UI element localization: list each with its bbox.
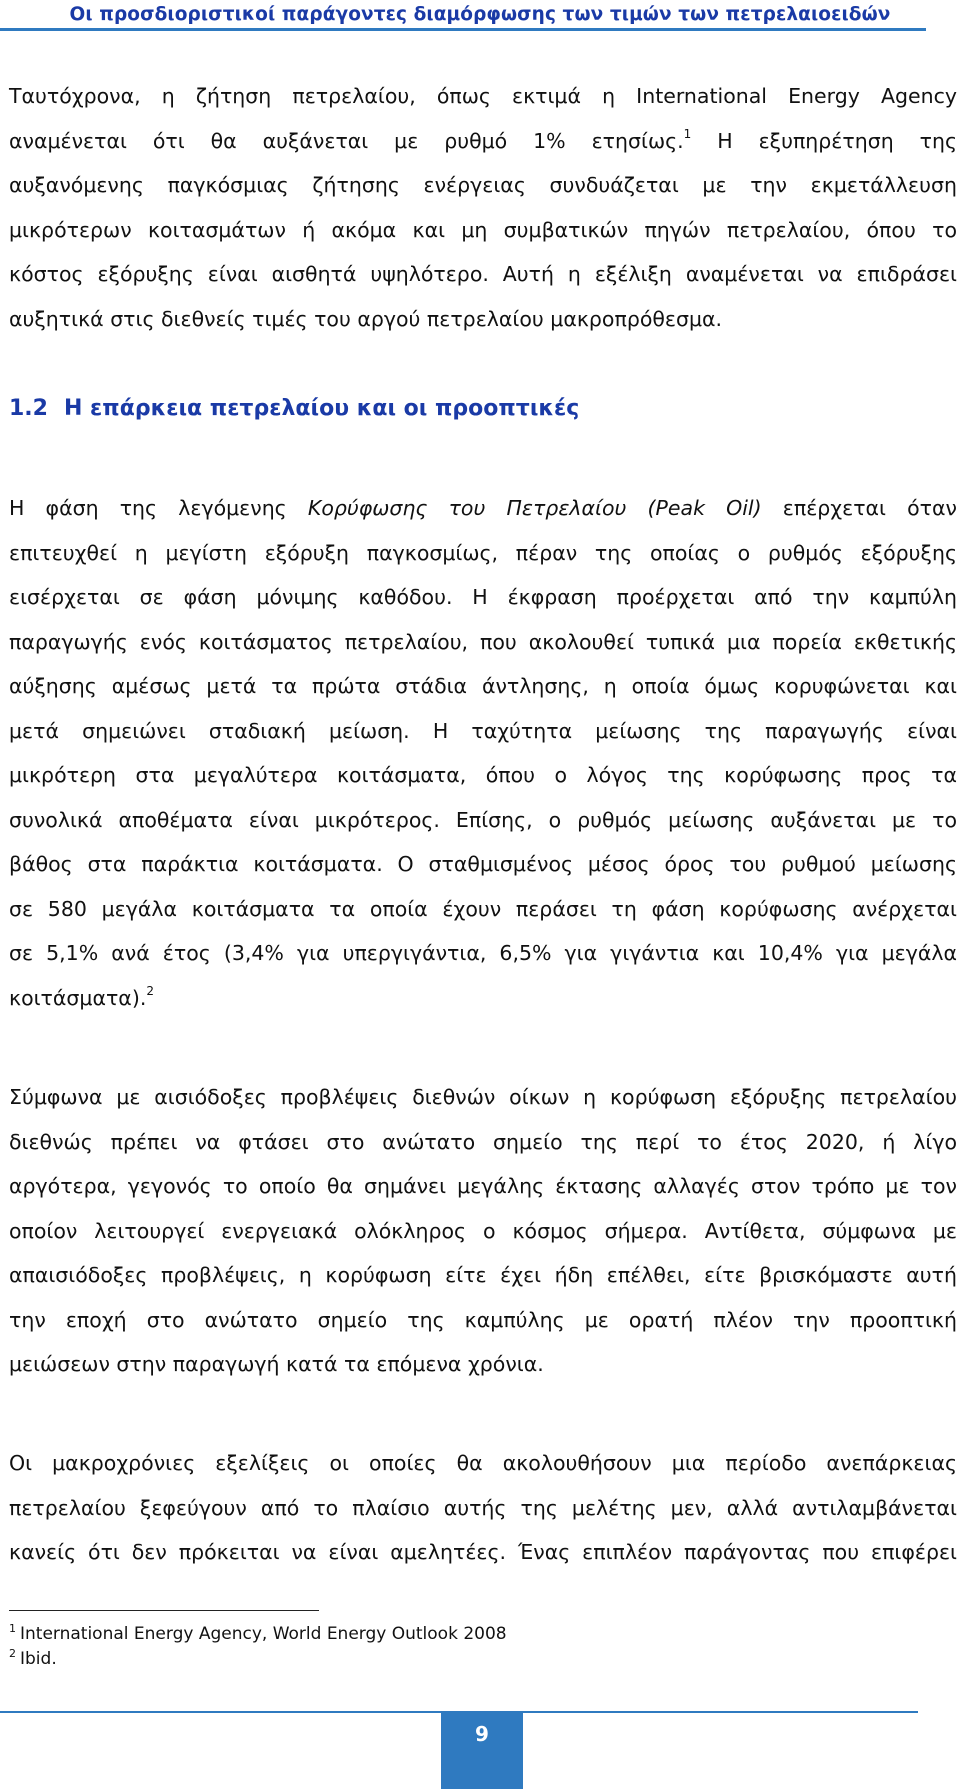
text-line: σε 5,1% ανά έτος (3,4% για υπεργιγάντια, 6,5% για γιγάντια και 10,4% για μεγάλα [9,941,957,965]
text-line: συνολικά αποθέματα είναι μικρότερος. Επίσης, ο ρυθμός μείωσης αυξάνεται με το [9,807,957,832]
text-line: μικρότερων κοιτασμάτων ή ακόμα και μη συμβατικών πηγών πετρελαίου, όπου το [9,217,957,242]
header-title: Οι προσδιοριστικοί παράγοντες διαμόρφωσης των τιμών των πετρελαιοειδών [69,4,891,25]
text-line: μειώσεων στην παραγωγή κατά τα επόμενα χρόνια. [9,1352,544,1376]
footnote-2 [9,1648,57,1672]
text-line: αυξητικά στις διεθνείς τιμές του αργού πετρελαίου μακροπρόθεσμα. [9,306,723,331]
text-segment: Η εξυπηρέτηση της [717,128,957,153]
text-line: επιτευχθεί η μεγίστη εξόρυξη παγκοσμίως, πέραν της οποίας ο ρυθμός εξόρυξης [9,540,957,565]
text-line: μικρότερη στα μεγαλύτερα κοιτάσματα, όπου ο λόγος της κορύφωσης προς τα [9,763,957,787]
page-number: 9 [475,1722,489,1746]
text-line: εισέρχεται σε φάση μόνιμης καθόδου. Η έκφραση προέρχεται από την καμπύλη [9,585,957,609]
paragraph-3 [9,1075,957,1387]
footnote-separator [9,1610,319,1611]
section-title: Η επάρκεια πετρελαίου και οι προοπτικές [63,396,580,421]
text-segment: Η φάση της λεγόμενης [9,496,287,520]
paragraph-2 [9,486,957,1020]
text-line: παραγωγής ενός κοιτάσματος πετρελαίου, που ακολουθεί τυπικά μια πορεία εκθετικής [9,629,957,654]
text-line: Ταυτόχρονα, η ζήτηση πετρελαίου, όπως εκτιμά η International Energy Agency [9,84,957,108]
text-line: βάθος στα παράκτια κοιτάσματα. Ο σταθμισμένος μέσος όρος του ρυθμού μείωσης [9,852,957,876]
footnote-1 [9,1623,507,1647]
text-line: πετρελαίου ξεφεύγουν από το πλαίσιο αυτής της μελέτης μεν, αλλά αντιλαμβάνεται [9,1495,957,1520]
text-line: αργότερα, γεγονός το οποίο θα σημάνει μεγάλης έκτασης αλλαγές στον τρόπο με τον [9,1174,957,1198]
section-number: 1.2 [9,396,48,421]
text-line: σε 580 μεγάλα κοιτάσματα τα οποία έχουν περάσει τη φάση κορύφωσης ανέρχεται [9,896,957,921]
italic-term: Κορύφωσης του Πετρελαίου (Peak Oil) [307,496,762,520]
text-line [9,119,957,164]
text-line: οποίον λειτουργεί ενεργειακά ολόκληρος ο κόσμος σήμερα. Αντίθετα, σύμφωνα με [9,1218,957,1243]
footnote-ref-1: 1 [683,126,692,141]
text-line: κόστος εξόρυξης είναι αισθητά υψηλότερο. Αυτή η εξέλιξη αναμένεται να επιδράσει [9,262,957,286]
text-segment: αναμένεται ότι θα αυξάνεται με ρυθμό 1% ετησίως. [9,128,684,153]
footnote-ref-2: 2 [146,983,154,998]
running-header [0,0,960,28]
footnote-text: International Energy Agency, World Energy Outlook 2008 [20,1624,507,1644]
section-heading [9,396,579,421]
footnote-text: Ibid. [20,1649,57,1669]
text-line: Οι μακροχρόνιες εξελίξεις οι οποίες θα ακολουθήσουν μια περίοδο ανεπάρκειας [9,1451,957,1475]
header-rule [0,28,926,31]
text-line: κανείς ότι δεν πρόκειται να είναι αμελητέες. Ένας επιπλέον παράγοντας που επιφέρει [9,1540,957,1564]
text-segment: επέρχεται όταν [782,496,957,520]
text-line: αύξησης αμέσως μετά τα πρώτα στάδια άντλησης, η οποία όμως κορυφώνεται και [9,674,957,698]
text-line [9,976,957,1021]
footnote-mark: 1 [9,1622,16,1635]
paragraph-1 [9,74,957,341]
text-line [9,486,957,531]
text-line: την εποχή στο ανώτατο σημείο της καμπύλης με ορατή πλέον την προοπτική [9,1307,957,1332]
text-line: Σύμφωνα με αισιόδοξες προβλέψεις διεθνών οίκων η κορύφωση εξόρυξης πετρελαίου [9,1085,957,1109]
text-line: μετά σημειώνει σταδιακή μείωση. Η ταχύτητα μείωσης της παραγωγής είναι [9,718,957,743]
text-line: αυξανόμενης παγκόσμιας ζήτησης ενέργειας συνδυάζεται με την εκμετάλλευση [9,173,957,197]
text-line: απαισιόδοξες προβλέψεις, η κορύφωση είτε έχει ήδη επέλθει, είτε βρισκόμαστε αυτή [9,1263,957,1287]
paragraph-4 [9,1441,957,1575]
text-segment: κοιτάσματα). [9,985,147,1010]
footnote-mark: 2 [9,1647,16,1660]
text-line: διεθνώς πρέπει να φτάσει στο ανώτατο σημείο της περί το έτος 2020, ή λίγο [9,1129,957,1154]
